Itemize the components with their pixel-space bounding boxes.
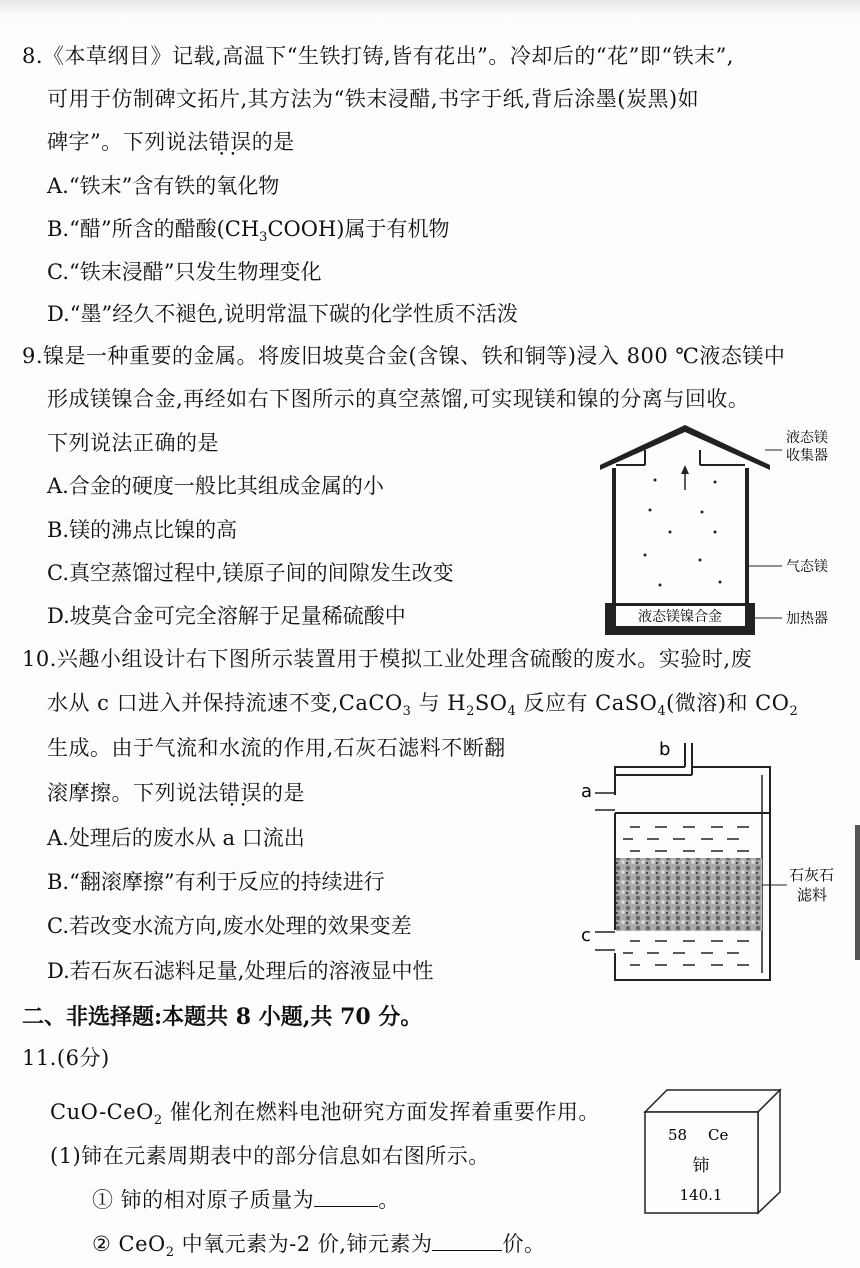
section-2-heading: 二、非选择题:本题共 8 小题,共 70 分。	[22, 1004, 423, 1030]
scan-edge-shadow	[855, 825, 860, 960]
label-b: b	[659, 739, 671, 760]
q9-line-2: 形成镁镍合金,再经如右下图所示的真空蒸馏,可实现镁和镍的分离与回收。	[47, 387, 750, 411]
q8-line-1: 8.《本草纲目》记载,高温下“生铁打铸,皆有花出”。冷却后的“花”即“铁末”,	[22, 44, 734, 68]
q8-option-a: A.“铁末”含有铁的氧化物	[47, 174, 280, 198]
q11-intro-sub: 2	[153, 1113, 163, 1129]
q10-line-2-e: (微溶)和 CO	[666, 691, 790, 715]
q9-line-1: 9.镍是一种重要的金属。将废旧坡莫合金(含镍、铁和铜等)浸入 800 ℃液态镁中	[22, 344, 786, 368]
q8-option-b-sub: 3	[259, 230, 268, 246]
scan-top-shade	[0, 0, 860, 18]
card-side-face	[758, 1090, 780, 1213]
q9-option-d: D.坡莫合金可完全溶解于足量稀硫酸中	[47, 604, 406, 628]
label-a: a	[581, 781, 593, 802]
q11-sub2-mid: 中氧元素为-2 价,铈元素为	[174, 1232, 433, 1256]
q10-line-3: 生成。由于气流和水流的作用,石灰石滤料不断翻	[47, 736, 506, 760]
gas-particles	[644, 479, 722, 587]
q11-heading: 11.(6分)	[22, 1046, 110, 1070]
q8-emphasis-wrong: 错误 ••	[209, 130, 252, 154]
chamber-right-wall	[745, 468, 749, 603]
q10-line-4-post: 的是	[262, 781, 305, 805]
q10-option-b: B.“翻滚摩擦”有利于反应的持续进行	[47, 870, 385, 894]
q8-option-b	[47, 213, 449, 245]
q11-sub2-sub: 2	[165, 1245, 175, 1261]
q10-line-2	[47, 687, 798, 719]
q8-line-3	[47, 126, 295, 156]
q8-line-3-post: 的是	[251, 130, 295, 154]
q10-line-1: 10.兴趣小组设计右下图所示装置用于模拟工业处理含硫酸的废水。实验时,废	[22, 647, 753, 671]
limestone-filter	[616, 858, 762, 931]
q9-line-3: 下列说法正确的是	[47, 431, 219, 455]
q9-option-b: B.镁的沸点比镍的高	[47, 518, 238, 542]
q10-sub-5: 2	[789, 704, 799, 720]
q11-sub2-pre: ② CeO	[92, 1232, 166, 1256]
q10-emphasis-wrong: 错误 ••	[219, 781, 262, 805]
q11-intro	[50, 1096, 600, 1128]
q10-sub-3: 4	[507, 704, 517, 720]
vessel-outer-top	[615, 767, 692, 795]
gas-label: 气态镁	[786, 559, 828, 575]
alloy-label: 液态镁镍合金	[638, 609, 722, 625]
q10-line-2-a: 水从 c 口进入并保持流速不变,CaCO	[47, 691, 403, 715]
vapor-arrow-head	[681, 465, 689, 474]
cerium-element-card	[640, 1085, 790, 1215]
q11-part-1: (1)铈在元素周期表中的部分信息如右图所示。	[50, 1144, 490, 1168]
q11-sub1-post: 。	[378, 1188, 400, 1212]
q11-sub2-post: 价。	[502, 1232, 546, 1256]
element-name: 铈	[692, 1156, 710, 1176]
q9-option-c: C.真空蒸馏过程中,镁原子间的间隙发生改变	[47, 561, 454, 585]
q10-sub-2: 2	[466, 704, 475, 720]
heater-label: 加热器	[786, 611, 828, 627]
q10-option-d: D.若石灰石滤料足量,处理后的溶液显中性	[47, 959, 434, 983]
q10-sub-1: 3	[402, 704, 412, 720]
q11-intro-b: 催化剂在燃料电池研究方面发挥着重要作用。	[162, 1100, 600, 1124]
atomic-mass: 140.1	[679, 1186, 723, 1204]
q8-line-2: 可用于仿制碑文拓片,其方法为“铁末浸醋,书字于纸,背后涂墨(炭黑)如	[47, 87, 700, 111]
q10-line-2-c: SO	[474, 691, 508, 715]
q10-line-4	[47, 777, 305, 807]
answer-blank-2[interactable]	[432, 1232, 502, 1251]
wastewater-filter-diagram	[575, 735, 855, 985]
q10-option-a: A.处理后的废水从 a 口流出	[47, 826, 305, 850]
filter-label-2: 滤料	[797, 886, 828, 904]
q9-option-a: A.合金的硬度一般比其组成金属的小	[47, 474, 384, 498]
q10-line-2-b: 与 H	[411, 691, 467, 715]
q8-option-b-pre: B.“醋”所含的醋酸(CH	[47, 217, 260, 241]
q8-line-3-pre: 碑字”。下列说法	[47, 130, 209, 154]
q8-option-d: D.“墨”经久不褪色,说明常温下碳的化学性质不活泼	[47, 302, 518, 326]
collector-roof	[600, 425, 770, 470]
water-lower-dashes	[623, 941, 749, 965]
label-c: c	[581, 925, 591, 946]
q10-line-2-d: 反应有 CaSO	[516, 691, 658, 715]
q10-sub-4: 4	[657, 704, 667, 720]
q10-option-c: C.若改变水流方向,废水处理的效果变差	[47, 914, 412, 938]
q8-option-b-post: COOH)属于有机物	[267, 217, 450, 241]
answer-blank-1[interactable]	[314, 1188, 378, 1207]
q11-sub-question-2	[92, 1228, 545, 1260]
q11-sub-question-1	[92, 1184, 400, 1214]
q11-sub1-pre: ① 铈的相对原子质量为	[92, 1188, 315, 1212]
collector-label-2: 收集器	[786, 448, 828, 464]
filter-label-1: 石灰石	[789, 866, 835, 884]
water-upper-dashes	[623, 827, 749, 851]
element-symbol: Ce	[708, 1126, 729, 1144]
collector-label-1: 液态镁	[786, 430, 828, 446]
q11-intro-a: CuO-CeO	[50, 1100, 154, 1124]
vacuum-distillation-diagram	[590, 420, 860, 645]
q8-option-c: C.“铁末浸醋”只发生物理变化	[47, 260, 322, 284]
card-top-face	[645, 1090, 780, 1112]
chamber-left-wall	[612, 468, 616, 603]
atomic-number: 58	[668, 1126, 688, 1144]
q10-line-4-pre: 滚摩擦。下列说法	[47, 781, 219, 805]
